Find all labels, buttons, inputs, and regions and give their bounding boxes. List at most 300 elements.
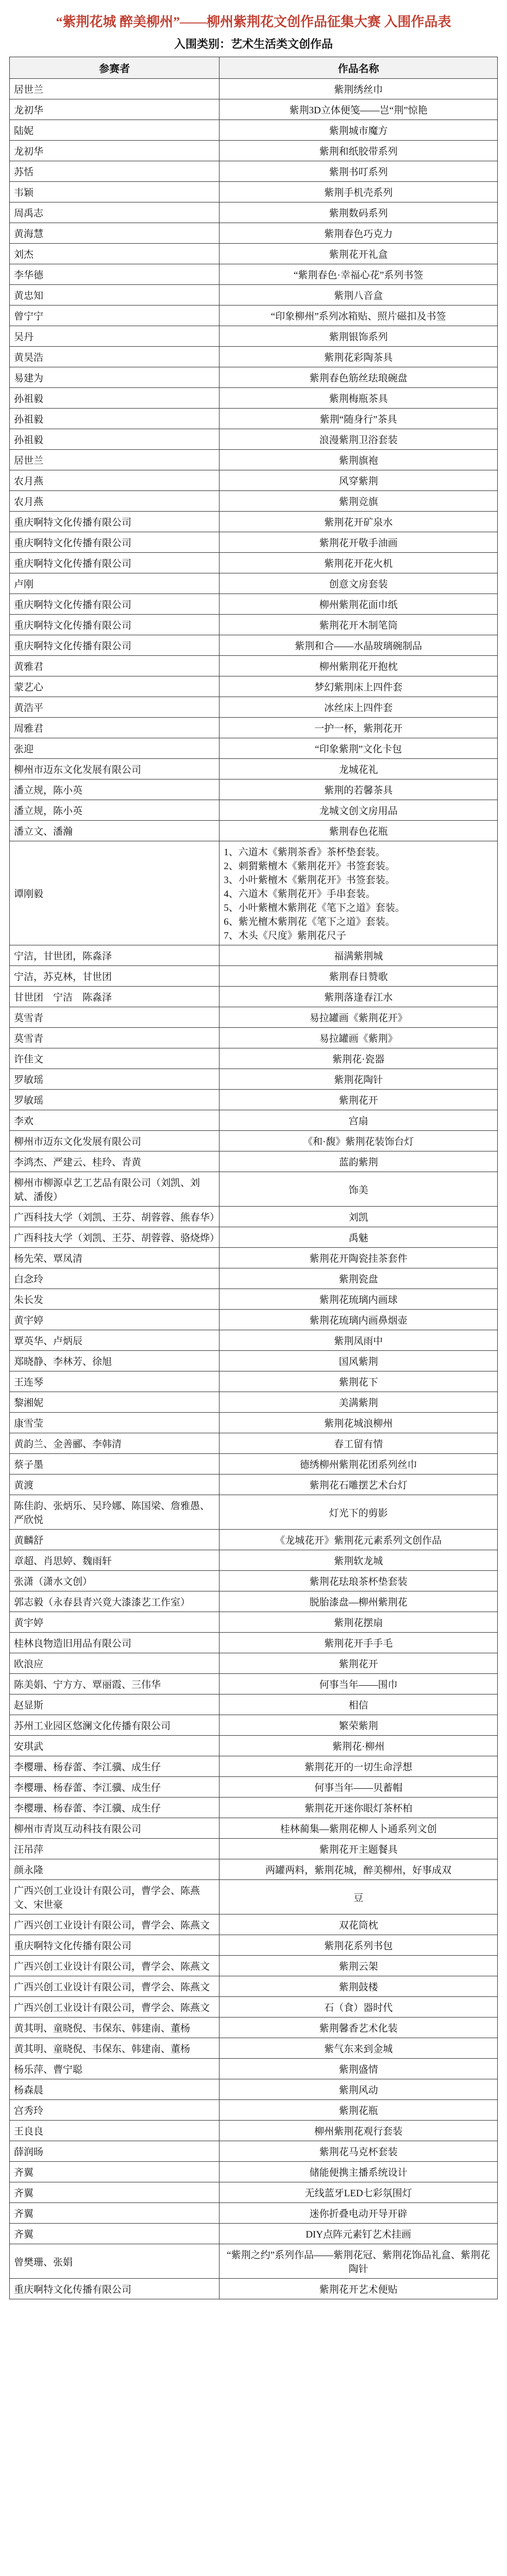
work-cell [219, 2182, 498, 2203]
work-cell [219, 841, 498, 945]
participant-cell: 薛润旸 [10, 2141, 219, 2162]
work-title: 4、六道木《紫荆花开》手串套装。 [224, 889, 376, 900]
work-title: 饰美 [348, 1184, 368, 1196]
work-title: 紫荆竞旗 [339, 497, 378, 507]
work-cell [219, 573, 498, 594]
work-cell [219, 1475, 498, 1495]
table-row [10, 1591, 498, 1612]
work-cell [219, 285, 498, 306]
table-row [10, 491, 498, 512]
work-cell [219, 2079, 498, 2100]
participant-cell: 莫雪青 [10, 1028, 219, 1048]
table-row [10, 1090, 498, 1110]
participant-cell: 陈佳韵、张炳乐、吴玲娜、陈国梁、詹雅愚、严欣悦 [10, 1495, 219, 1530]
participant-cell: 桂林良物造旧用品有限公司 [10, 1633, 219, 1653]
work-cell [219, 2100, 498, 2121]
work-title: “紫荆春色·幸福心花”系列书签 [294, 270, 424, 281]
work-cell [219, 1612, 498, 1633]
work-title: 3、小叶紫檀木《紫荆花开》书签套装。 [224, 875, 395, 886]
table-row [10, 2224, 498, 2244]
work-cell [219, 779, 498, 800]
table-row [10, 141, 498, 161]
participant-cell: 刘杰 [10, 244, 219, 264]
participant-cell: 黄麟舒 [10, 1530, 219, 1550]
work-cell [219, 1248, 498, 1268]
work-cell [219, 759, 498, 779]
work-title: 龙城文创文房用品 [319, 806, 398, 817]
work-title: “印象紫荆”文化卡包 [315, 744, 402, 755]
participant-cell: 农月燕 [10, 470, 219, 491]
work-title: 紫荆和纸胶带系列 [319, 146, 398, 157]
participant-cell: 朱长发 [10, 1289, 219, 1310]
participant-cell: 杨乐萍、曹宁聪 [10, 2059, 219, 2079]
table-row [10, 821, 498, 841]
work-cell [219, 161, 498, 182]
work-cell [219, 718, 498, 738]
participant-cell: 广西科技大学（刘凯、王芬、胡蓉蓉、熊春华） [10, 1207, 219, 1227]
work-cell [219, 182, 498, 202]
work-cell [219, 2203, 498, 2224]
work-title: 紫荆花瓶 [339, 2106, 378, 2116]
work-cell [219, 450, 498, 470]
participant-cell: 甘世团 宁洁 陈淼泽 [10, 987, 219, 1007]
table-row [10, 800, 498, 821]
work-title: 何事当年——围巾 [319, 1680, 398, 1690]
work-cell [219, 1914, 498, 1935]
participant-cell: 广西兴创工业设计有限公司，曹学会、陈燕文、宋世豪 [10, 1880, 219, 1914]
participant-cell: 重庆啊特文化传播有限公司 [10, 2279, 219, 2299]
work-cell [219, 1048, 498, 1069]
table-row [10, 1798, 498, 1818]
work-title: 紫荆落逢春江水 [324, 992, 393, 1003]
work-cell [219, 1371, 498, 1392]
table-row [10, 2141, 498, 2162]
work-cell [219, 738, 498, 759]
table-row [10, 966, 498, 987]
work-cell [219, 1818, 498, 1839]
work-title: 紫荆梅瓶茶具 [329, 394, 388, 404]
participant-cell: 郭志毅（永春县青兴竟大漆漆艺工作室） [10, 1591, 219, 1612]
work-title: 蓝韵紫荆 [339, 1157, 378, 1168]
table-row [10, 1935, 498, 1956]
work-cell [219, 1289, 498, 1310]
participant-cell: 陆妮 [10, 120, 219, 141]
work-title: 紫荆花·瓷器 [332, 1054, 385, 1065]
work-title: 紫荆花开敬手油画 [319, 538, 398, 549]
work-cell [219, 1777, 498, 1798]
table-row [10, 512, 498, 532]
work-title: 脱胎漆盘—柳州紫荆花 [309, 1597, 408, 1608]
work-cell [219, 1090, 498, 1110]
table-row [10, 1268, 498, 1289]
work-title: 紫荆风动 [339, 2085, 378, 2096]
work-title: 《和·馥》紫荆花装饰台灯 [302, 1137, 414, 1147]
participant-cell: 罗敏瑶 [10, 1090, 219, 1110]
work-cell [219, 2224, 498, 2244]
work-title: 紫荆花下 [339, 1377, 378, 1388]
table-row [10, 1756, 498, 1777]
participant-cell: 广西兴创工业设计有限公司，曹学会、陈燕文 [10, 1914, 219, 1935]
table-row [10, 1351, 498, 1371]
participant-cell: 黄渡 [10, 1475, 219, 1495]
work-cell [219, 1268, 498, 1289]
participant-cell: 欧浪应 [10, 1653, 219, 1674]
table-row [10, 615, 498, 635]
table-row [10, 1172, 498, 1207]
work-cell [219, 388, 498, 409]
work-cell [219, 491, 498, 512]
work-cell [219, 697, 498, 718]
work-title: 繁荣紫荆 [339, 1721, 378, 1732]
table-row [10, 161, 498, 182]
table-row [10, 244, 498, 264]
work-cell [219, 1633, 498, 1653]
work-cell [219, 1330, 498, 1351]
work-cell [219, 1736, 498, 1756]
table-row [10, 1392, 498, 1413]
work-title: 易拉罐画《紫荆》 [319, 1033, 398, 1044]
table-row [10, 738, 498, 759]
work-title: 《龙城花开》紫荆花元素系列文创作品 [275, 1535, 442, 1546]
participant-cell: 蔡子墨 [10, 1454, 219, 1475]
work-cell [219, 306, 498, 326]
participant-cell: 柳州市迈东文化发展有限公司 [10, 759, 219, 779]
work-cell [219, 2038, 498, 2059]
work-cell [219, 1227, 498, 1248]
table-body [10, 79, 498, 2299]
table-row [10, 635, 498, 656]
work-title: 紫荆数码系列 [329, 208, 388, 219]
table-row [10, 1110, 498, 1131]
work-title: 紫荆旗袍 [339, 455, 378, 466]
work-cell [219, 2141, 498, 2162]
participant-cell: 谭刚毅 [10, 841, 219, 945]
work-title: 紫荆花石雕摆艺术台灯 [309, 1480, 408, 1491]
participant-cell: 黎湘妮 [10, 1392, 219, 1413]
table-row [10, 2100, 498, 2121]
participant-cell: 黄宇婷 [10, 1310, 219, 1330]
participant-cell: 孙祖毅 [10, 429, 219, 450]
work-cell [219, 1207, 498, 1227]
entries-table [9, 57, 498, 2299]
work-cell [219, 1798, 498, 1818]
work-title: 国风紫荆 [339, 1357, 378, 1367]
participant-cell: 黄韵兰、金善郦、李韩清 [10, 1433, 219, 1454]
participant-cell: 杨森晨 [10, 2079, 219, 2100]
participant-cell: 黄其明、童晓倪、韦保东、韩建南、董杨 [10, 2018, 219, 2038]
work-cell [219, 1454, 498, 1475]
work-title: 5、小叶紫檀木紫荆花《笔下之道》套装。 [224, 903, 405, 913]
work-cell [219, 1956, 498, 1976]
participant-cell: 柳州市迈东文化发展有限公司 [10, 1131, 219, 1151]
work-title: 紫荆花开的一切生命浮想 [305, 1762, 413, 1773]
participant-cell: 颜永隆 [10, 1859, 219, 1880]
participant-cell: 汪吊萍 [10, 1839, 219, 1859]
participant-cell: 覃英华、卢炳辰 [10, 1330, 219, 1351]
work-cell [219, 1997, 498, 2018]
category-heading: 入围类别：艺术生活类文创作品 [174, 38, 333, 50]
work-title: DIY点阵元素钉艺术挂画 [306, 2229, 411, 2240]
work-cell [219, 141, 498, 161]
participant-cell: 卢刚 [10, 573, 219, 594]
participant-cell: 陈美娟、宁方方、覃丽霞、三伟华 [10, 1674, 219, 1694]
work-title: 紫荆春色巧克力 [324, 229, 393, 240]
work-cell [219, 512, 498, 532]
table-row [10, 429, 498, 450]
work-cell [219, 987, 498, 1007]
table-row [10, 1207, 498, 1227]
work-cell [219, 1007, 498, 1028]
table-row [10, 1777, 498, 1798]
work-title: 双花筒枕 [339, 1920, 378, 1931]
participant-cell: 居世兰 [10, 79, 219, 99]
table-row [10, 1495, 498, 1530]
work-cell [219, 429, 498, 450]
table-row [10, 1997, 498, 2018]
table-row [10, 2244, 498, 2279]
work-cell [219, 1550, 498, 1571]
table-row [10, 326, 498, 347]
table-row [10, 202, 498, 223]
table-row [10, 718, 498, 738]
participant-cell: 黄海慧 [10, 223, 219, 244]
work-title: 6、紫光檀木紫荆花《笔下之道》套装。 [224, 917, 395, 927]
table-row [10, 697, 498, 718]
work-title: 2、刺猬紫檀木《紫荆花开》书签套装。 [224, 861, 395, 872]
participant-cell: 孙祖毅 [10, 409, 219, 429]
work-title: 紫荆花开 [339, 1095, 378, 1106]
participant-cell: 农月燕 [10, 491, 219, 512]
work-cell [219, 120, 498, 141]
work-cell [219, 347, 498, 367]
header-work: 作品名称 [219, 57, 498, 79]
participant-cell: 张迎 [10, 738, 219, 759]
work-cell [219, 1880, 498, 1914]
page-title: “紫荆花城 醉美柳州”——柳州紫荆花文创作品征集大赛 入围作品表 [56, 14, 451, 29]
table-row [10, 573, 498, 594]
work-title: 紫荆花珐琅茶杯垫套装 [309, 1577, 408, 1587]
participant-cell: 易建为 [10, 367, 219, 388]
work-title: 紫荆银饰系列 [329, 332, 388, 343]
work-title: 紫荆花陶针 [334, 1075, 383, 1086]
table-row [10, 347, 498, 367]
participant-cell: 白念玲 [10, 1268, 219, 1289]
work-cell [219, 553, 498, 573]
participant-cell: 王连琴 [10, 1371, 219, 1392]
participant-cell: 苏恬 [10, 161, 219, 182]
participant-cell: 黄宇婷 [10, 1612, 219, 1633]
work-title: 紫荆手机壳系列 [324, 188, 393, 198]
work-cell [219, 1976, 498, 1997]
participant-cell: 黄忠知 [10, 285, 219, 306]
table-row [10, 388, 498, 409]
table-row [10, 264, 498, 285]
table-row [10, 841, 498, 945]
work-cell [219, 2162, 498, 2182]
work-cell [219, 2244, 498, 2279]
work-cell [219, 367, 498, 388]
table-row [10, 987, 498, 1007]
work-cell [219, 264, 498, 285]
work-title: 紫荆春日赞歌 [329, 972, 388, 982]
participant-cell: 孙祖毅 [10, 388, 219, 409]
work-cell [219, 821, 498, 841]
participant-cell: 广西兴创工业设计有限公司，曹学会、陈燕文 [10, 1976, 219, 1997]
work-cell [219, 409, 498, 429]
work-title: 紫荆花彩陶茶具 [324, 352, 393, 363]
participant-cell: 重庆啊特文化传播有限公司 [10, 594, 219, 615]
work-title: 柳州紫荆花开抱枕 [319, 662, 398, 672]
work-cell [219, 1028, 498, 1048]
work-title: 一护一杯，紫荆花开 [314, 723, 403, 734]
table-row [10, 409, 498, 429]
work-title: 福满紫荆城 [334, 951, 383, 962]
table-row [10, 1330, 498, 1351]
work-title: 紫荆鼓楼 [339, 1982, 378, 1993]
participant-cell: 广西兴创工业设计有限公司，曹学会、陈燕文 [10, 1956, 219, 1976]
table-row [10, 2038, 498, 2059]
table-row [10, 1653, 498, 1674]
work-title: 紫荆3D立体便笺——岂“荆”惊艳 [289, 105, 428, 116]
participant-cell: 黄昊浩 [10, 347, 219, 367]
table-row [10, 1413, 498, 1433]
table-row [10, 1956, 498, 1976]
table-row [10, 99, 498, 120]
work-title: 紫荆花开迷你眼灯茶杯柏 [305, 1803, 413, 1814]
participant-cell: 康雪莹 [10, 1413, 219, 1433]
table-row [10, 759, 498, 779]
work-title: 石（食）器时代 [324, 2003, 393, 2013]
table-row [10, 1530, 498, 1550]
work-cell [219, 532, 498, 553]
participant-cell: 李樱珊、杨春蕾、李江骥、成生仔 [10, 1756, 219, 1777]
work-title: 紫荆花开矿泉水 [324, 517, 393, 528]
work-title: 紫荆的若馨茶具 [324, 785, 393, 796]
participant-cell: 潘立文、潘瀚 [10, 821, 219, 841]
table-row [10, 2182, 498, 2203]
work-title: 紫荆花开 [339, 1659, 378, 1670]
work-title: 紫荆绣丝巾 [334, 84, 383, 95]
work-title: 灯光下的剪影 [329, 1507, 388, 1519]
table-row [10, 470, 498, 491]
participant-cell: 张潇（潇水文创） [10, 1571, 219, 1591]
work-title: 储能便携主播系统设计 [309, 2167, 408, 2178]
work-title: 紫荆和合——水晶玻璃碗制品 [295, 641, 422, 652]
participant-cell: 王良良 [10, 2121, 219, 2141]
work-title: 桂林蔺集—紫荆花柳人卜通系列文创 [280, 1824, 437, 1835]
work-title: 刘凯 [348, 1212, 368, 1223]
work-cell [219, 1756, 498, 1777]
table-row [10, 1048, 498, 1069]
work-cell [219, 1495, 498, 1530]
table-row [10, 1454, 498, 1475]
header-row [10, 57, 498, 79]
work-cell [219, 99, 498, 120]
work-cell [219, 223, 498, 244]
work-cell [219, 1530, 498, 1550]
work-cell [219, 1069, 498, 1090]
participant-cell: 李樱珊、杨春蕾、李江骥、成生仔 [10, 1777, 219, 1798]
work-title: 紫荆春色筋丝珐琅碗盘 [309, 373, 408, 384]
work-cell [219, 594, 498, 615]
work-cell [219, 800, 498, 821]
table-row [10, 1151, 498, 1172]
work-cell [219, 1653, 498, 1674]
work-cell [219, 1110, 498, 1131]
work-title: 柳州紫荆花观行套装 [314, 2126, 403, 2137]
work-cell [219, 676, 498, 697]
work-title: 紫荆花马克杯套装 [319, 2147, 398, 2158]
table-row [10, 1818, 498, 1839]
work-title: 无线蓝牙LED七彩氛围灯 [305, 2188, 412, 2199]
table-row [10, 1976, 498, 1997]
participant-cell: 李欢 [10, 1110, 219, 1131]
table-row [10, 1612, 498, 1633]
work-cell [219, 1433, 498, 1454]
work-cell [219, 2279, 498, 2299]
participant-cell: 潘立规，陈小英 [10, 800, 219, 821]
participant-cell: 吴丹 [10, 326, 219, 347]
work-cell [219, 326, 498, 347]
participant-cell: 龙初华 [10, 141, 219, 161]
table-row [10, 1310, 498, 1330]
participant-cell: 郑晓静、李林芳、徐旭 [10, 1351, 219, 1371]
table-row [10, 1028, 498, 1048]
table-row [10, 2279, 498, 2299]
participant-cell: 重庆啊特文化传播有限公司 [10, 1935, 219, 1956]
work-title: 龙城花礼 [339, 765, 378, 775]
work-cell [219, 470, 498, 491]
work-title: 德绣柳州紫荆花团系列丝巾 [299, 1460, 417, 1470]
table-row [10, 1475, 498, 1495]
table-row [10, 1069, 498, 1090]
participant-cell: 安琪武 [10, 1736, 219, 1756]
participant-cell: 柳州市柳源卓艺工艺品有限公司（刘凯、刘斌、潘俊） [10, 1172, 219, 1207]
table-row [10, 2059, 498, 2079]
work-title: “印象柳州”系列冰箱贴、照片磁扣及书签 [271, 311, 446, 322]
participant-cell: 柳州市青岚互动科技有限公司 [10, 1818, 219, 1839]
work-cell [219, 1310, 498, 1330]
work-title: 禹魅 [348, 1233, 368, 1244]
work-title: 紫荆花开陶瓷挂茶套件 [309, 1253, 408, 1264]
participant-cell: 重庆啊特文化传播有限公司 [10, 615, 219, 635]
table-row [10, 2203, 498, 2224]
work-cell [219, 1715, 498, 1736]
participant-cell: 曾樊珊、张娟 [10, 2244, 219, 2279]
table-row [10, 120, 498, 141]
participant-cell: 章超、肖思婷、魏雨轩 [10, 1550, 219, 1571]
participant-cell: 潘立规，陈小英 [10, 779, 219, 800]
work-cell [219, 656, 498, 676]
work-title: 紫荆花开礼盒 [329, 249, 388, 260]
table-row [10, 2162, 498, 2182]
work-title: 美满紫荆 [339, 1398, 378, 1409]
work-title: 何事当年——贝蓄帽 [314, 1783, 403, 1793]
work-cell [219, 1571, 498, 1591]
work-title: 紫荆花系列书包 [324, 1941, 393, 1952]
table-row [10, 532, 498, 553]
table-row [10, 1433, 498, 1454]
table-row [10, 1227, 498, 1248]
participant-cell: 广西兴创工业设计有限公司，曹学会、陈燕文 [10, 1997, 219, 2018]
participant-cell: 黄雅君 [10, 656, 219, 676]
table-row [10, 656, 498, 676]
table-row [10, 1007, 498, 1028]
table-row [10, 1371, 498, 1392]
participant-cell: 周雅君 [10, 718, 219, 738]
table-row [10, 1736, 498, 1756]
participant-cell: 李华德 [10, 264, 219, 285]
